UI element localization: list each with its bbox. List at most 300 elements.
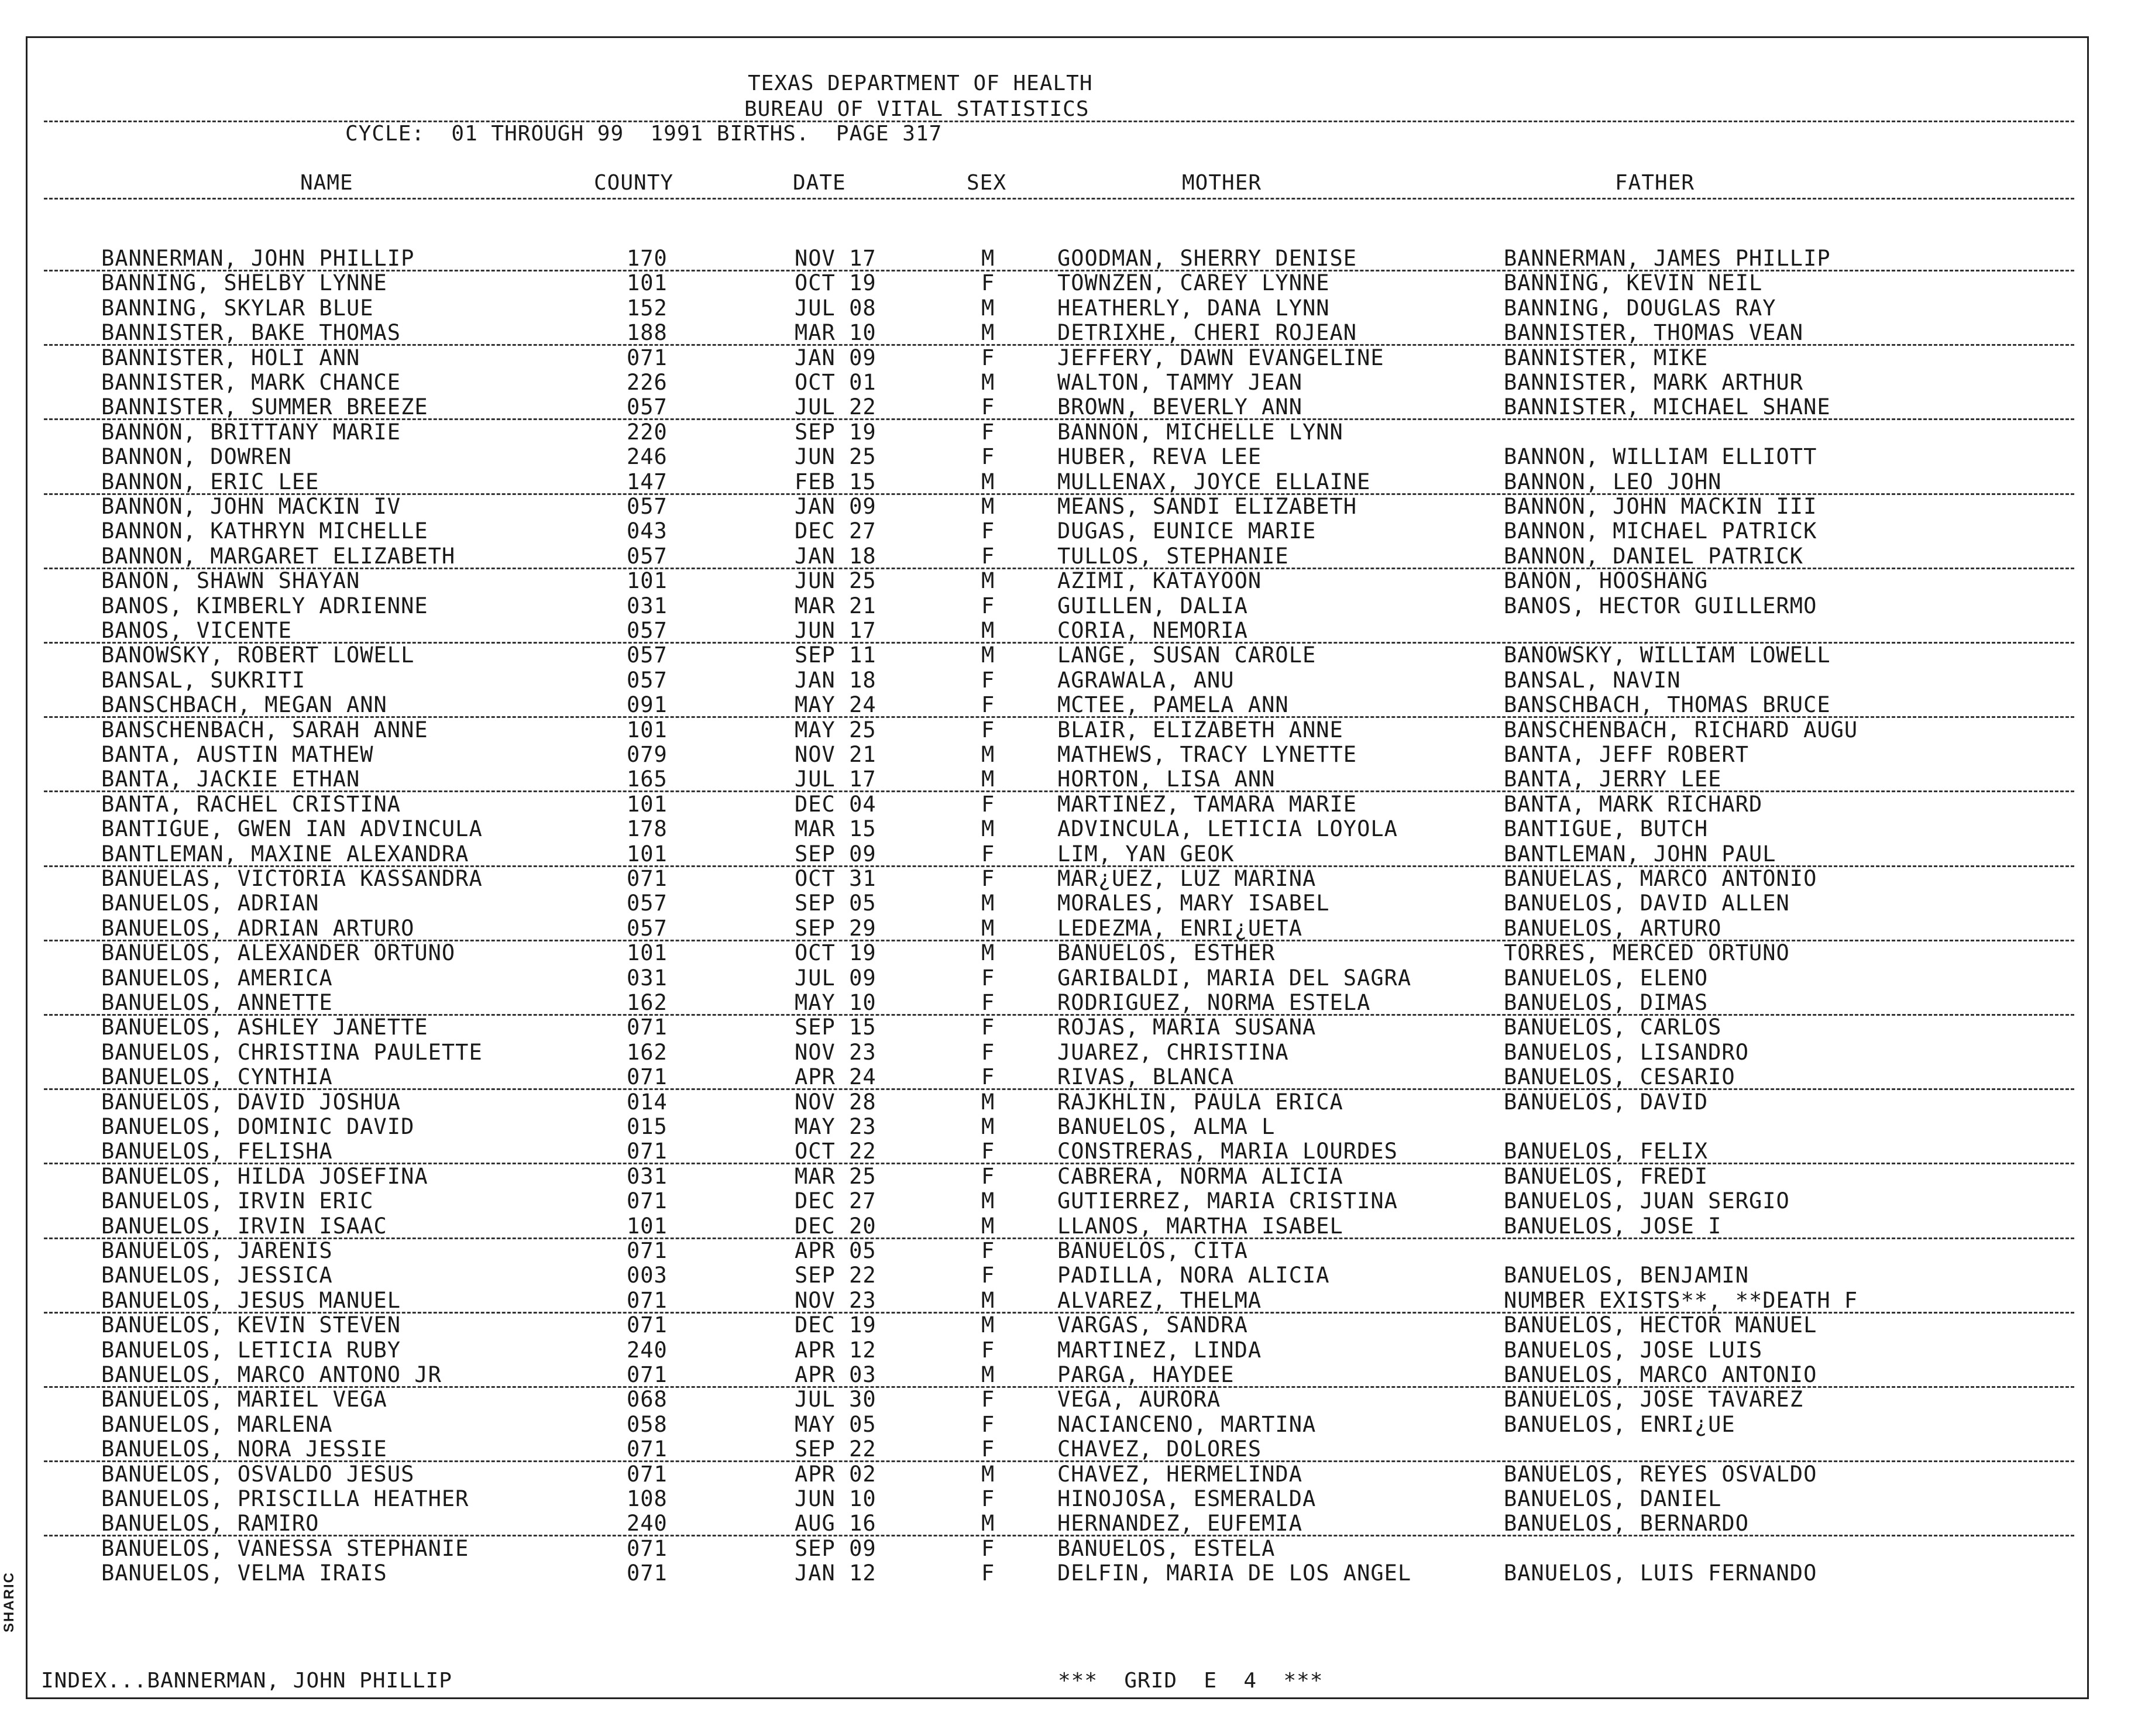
cell-father: BANUELOS, BERNARDO [1504,1511,1749,1536]
cell-date: APR 03 [795,1362,877,1387]
cell-sex: M [981,1312,995,1338]
column-header-date: DATE [793,171,846,195]
table-row [0,1387,2131,1412]
cell-date: MAR 21 [795,593,877,618]
cell-sex: F [981,1535,995,1561]
cell-sex: M [981,494,995,519]
cell-date: APR 24 [795,1064,877,1090]
cell-county: 147 [627,469,668,494]
cell-father: BANUELOS, ELENO [1504,965,1709,991]
table-row [0,1139,2131,1164]
cell-name: BANUELOS, ADRIAN [101,891,319,916]
cell-sex: M [981,1287,995,1313]
cell-father: BANUELOS, LUIS FERNANDO [1504,1560,1817,1586]
cell-sex: F [981,1411,995,1437]
cell-sex: F [981,1163,995,1189]
cell-father: BANUELOS, FELIX [1504,1139,1709,1164]
cell-date: JAN 09 [795,345,877,370]
cell-sex: F [981,791,995,817]
cell-date: OCT 22 [795,1139,877,1164]
cell-date: MAY 23 [795,1114,877,1139]
cell-date: NOV 23 [795,1039,877,1065]
cell-date: SEP 09 [795,841,877,867]
cell-date: OCT 01 [795,370,877,395]
cell-date: MAR 15 [795,816,877,842]
cell-mother: MULLENAX, JOYCE ELLAINE [1057,469,1371,494]
cell-father: BANNON, MICHAEL PATRICK [1504,518,1817,544]
cell-sex: M [981,1188,995,1214]
table-row [0,941,2131,965]
cell-name: BANUELOS, NORA JESSIE [101,1436,387,1462]
cell-county: 101 [627,791,668,817]
cell-name: BANUELOS, MARLENA [101,1411,333,1437]
cell-sex: M [981,915,995,941]
cell-county: 071 [627,1362,668,1387]
cell-name: BANUELOS, RAMIRO [101,1511,319,1536]
cell-father: BANUELOS, ENRI¿UE [1504,1411,1735,1437]
table-row [0,991,2131,1015]
cell-mother: AZIMI, KATAYOON [1057,568,1262,594]
cell-mother: NACIANCENO, MARTINA [1057,1411,1317,1437]
cell-mother: GARIBALDI, MARIA DEL SAGRA [1057,965,1412,991]
cell-date: MAR 10 [795,320,877,346]
cell-name: BANUELOS, CYNTHIA [101,1064,333,1090]
cell-name: BANSAL, SUKRITI [101,667,306,693]
cell-sex: M [981,618,995,643]
cell-county: 101 [627,841,668,867]
table-row [0,817,2131,841]
cell-father: BANTIGUE, BUTCH [1504,816,1709,842]
cell-county: 162 [627,990,668,1015]
cell-county: 071 [627,1436,668,1462]
cell-name: BANNING, SKYLAR BLUE [101,295,374,321]
table-row [0,867,2131,891]
cell-father: BANSCHBACH, THOMAS BRUCE [1504,692,1831,718]
cell-mother: TULLOS, STEPHANIE [1057,543,1289,569]
cell-sex: M [981,816,995,842]
table-row [0,246,2131,271]
cell-sex: M [981,320,995,346]
table-row [0,420,2131,445]
cell-name: BANUELOS, VELMA IRAIS [101,1560,387,1586]
cell-county: 162 [627,1039,668,1065]
cell-name: BANTIGUE, GWEN IAN ADVINCULA [101,816,483,842]
cell-county: 057 [627,915,668,941]
cell-date: SEP 29 [795,915,877,941]
cell-name: BANUELOS, ALEXANDER ORTUNO [101,940,456,966]
cell-name: BANOWSKY, ROBERT LOWELL [101,642,415,668]
cell-date: JUL 09 [795,965,877,991]
cell-date: SEP 11 [795,642,877,668]
cell-father: BANUELOS, JOSE TAVAREZ [1504,1387,1804,1412]
cell-mother: GUTIERREZ, MARIA CRISTINA [1057,1188,1398,1214]
cell-name: BANOS, KIMBERLY ADRIENNE [101,593,428,618]
table-row [0,618,2131,643]
cell-county: 057 [627,667,668,693]
cell-mother: CONSTRERAS, MARIA LOURDES [1057,1139,1398,1164]
cell-name: BANNISTER, MARK CHANCE [101,370,401,395]
header-line-2: BUREAU OF VITAL STATISTICS [744,97,1089,121]
cell-county: 057 [627,543,668,569]
cell-name: BANNON, BRITTANY MARIE [101,419,401,445]
cell-father: BANNERMAN, JAMES PHILLIP [1504,246,1831,271]
cell-mother: MAR¿UEZ, LUZ MARINA [1057,866,1317,891]
table-row [0,792,2131,817]
cell-mother: LLANOS, MARTHA ISABEL [1057,1213,1343,1239]
cell-mother: GOODMAN, SHERRY DENISE [1057,246,1357,271]
cell-father: BANNON, JOHN MACKIN III [1504,494,1817,519]
cell-name: BANUELOS, JESUS MANUEL [101,1287,401,1313]
side-label: SHARIC [1,1571,17,1632]
cell-mother: ADVINCULA, LETICIA LOYOLA [1057,816,1398,842]
cell-name: BANUELOS, LETICIA RUBY [101,1337,401,1363]
cell-father: BANUELOS, HECTOR MANUEL [1504,1312,1817,1338]
cell-county: 071 [627,1461,668,1487]
cell-mother: PARGA, HAYDEE [1057,1362,1235,1387]
column-header-sex: SEX [967,171,1007,195]
cell-sex: M [981,1461,995,1487]
cell-name: BANTA, JACKIE ETHAN [101,766,360,792]
column-header-mother: MOTHER [1182,171,1262,195]
cell-father: BANOWSKY, WILLIAM LOWELL [1504,642,1831,668]
cell-mother: RAJKHLIN, PAULA ERICA [1057,1089,1343,1115]
table-row [0,1412,2131,1437]
table-row [0,1090,2131,1115]
cell-name: BANUELOS, ASHLEY JANETTE [101,1015,428,1040]
cell-father: BANUELOS, JOSE LUIS [1504,1337,1763,1363]
table-row [0,1239,2131,1263]
cell-date: APR 05 [795,1238,877,1263]
cell-mother: CHAVEZ, HERMELINDA [1057,1461,1302,1487]
cell-name: BANUELOS, PRISCILLA HEATHER [101,1486,469,1511]
cell-name: BANUELOS, IRVIN ERIC [101,1188,374,1214]
cell-father: BANUELOS, FREDI [1504,1163,1709,1189]
cell-father: BANNING, KEVIN NEIL [1504,270,1763,296]
cell-date: MAY 10 [795,990,877,1015]
cell-name: BANUELOS, OSVALDO JESUS [101,1461,415,1487]
cell-sex: F [981,270,995,296]
table-row [0,842,2131,867]
table-row [0,891,2131,916]
cell-father: BANTA, JEFF ROBERT [1504,742,1749,767]
cell-date: SEP 22 [795,1436,877,1462]
cell-father: BANUELOS, REYES OSVALDO [1504,1461,1817,1487]
cell-sex: F [981,866,995,891]
table-row [0,1065,2131,1089]
cell-county: 031 [627,593,668,618]
cell-mother: AGRAWALA, ANU [1057,667,1235,693]
cell-sex: F [981,692,995,718]
cell-date: DEC 20 [795,1213,877,1239]
cell-sex: F [981,841,995,867]
cell-father: TORRES, MERCED ORTUNO [1504,940,1790,966]
cell-date: DEC 27 [795,518,877,544]
cell-mother: VEGA, AURORA [1057,1387,1221,1412]
cell-date: JUL 17 [795,766,877,792]
footer-grid: *** GRID E 4 *** [1058,1669,1324,1693]
table-row [0,966,2131,991]
cell-county: 068 [627,1387,668,1412]
cell-sex: F [981,1337,995,1363]
cell-father: BANUELOS, JUAN SERGIO [1504,1188,1790,1214]
cell-mother: BLAIR, ELIZABETH ANNE [1057,717,1343,742]
cell-mother: WALTON, TAMMY JEAN [1057,370,1302,395]
cell-county: 071 [627,1287,668,1313]
cell-mother: ROJAS, MARIA SUSANA [1057,1015,1317,1040]
cell-name: BANOS, VICENTE [101,618,292,643]
table-row [0,370,2131,395]
cell-mother: HINOJOSA, ESMERALDA [1057,1486,1317,1511]
cell-sex: F [981,1015,995,1040]
cell-date: OCT 19 [795,270,877,296]
cell-mother: HEATHERLY, DANA LYNN [1057,295,1330,321]
cell-sex: M [981,246,995,271]
cell-name: BANNON, MARGARET ELIZABETH [101,543,456,569]
cell-name: BANUELAS, VICTORIA KASSANDRA [101,866,483,891]
cell-county: 058 [627,1411,668,1437]
table-row [0,718,2131,742]
cell-county: 165 [627,766,668,792]
cell-mother: MCTEE, PAMELA ANN [1057,692,1289,718]
cell-mother: BANUELOS, ESTHER [1057,940,1276,966]
cell-county: 071 [627,1238,668,1263]
cell-sex: M [981,1089,995,1115]
cell-date: SEP 09 [795,1535,877,1561]
cell-name: BANNISTER, HOLI ANN [101,345,360,370]
footer-index: INDEX...BANNERMAN, JOHN PHILLIP [41,1669,452,1693]
cell-sex: F [981,1238,995,1263]
cell-name: BANUELOS, KEVIN STEVEN [101,1312,401,1338]
cell-sex: F [981,419,995,445]
table-row [0,916,2131,941]
header-line-1: TEXAS DEPARTMENT OF HEALTH [748,71,1093,95]
cell-sex: M [981,742,995,767]
cell-county: 057 [627,642,668,668]
table-row [0,569,2131,593]
cell-name: BANUELOS, DOMINIC DAVID [101,1114,415,1139]
cell-name: BANUELOS, ANNETTE [101,990,333,1015]
cell-sex: F [981,1560,995,1586]
cell-mother: RIVAS, BLANCA [1057,1064,1235,1090]
column-header-name: NAME [300,171,353,195]
cell-sex: M [981,469,995,494]
cell-father: BANUELOS, DAVID ALLEN [1504,891,1790,916]
cell-father: BANUELOS, CARLOS [1504,1015,1722,1040]
cell-county: 071 [627,1015,668,1040]
cell-date: JUN 25 [795,568,877,594]
column-header-divider [44,198,2074,200]
cell-name: BANTLEMAN, MAXINE ALEXANDRA [101,841,469,867]
cell-sex: M [981,1362,995,1387]
cell-mother: LEDEZMA, ENRI¿UETA [1057,915,1302,941]
cell-date: JAN 18 [795,667,877,693]
column-header-county: COUNTY [594,171,674,195]
cell-father: BANON, HOOSHANG [1504,568,1709,594]
cell-county: 170 [627,246,668,271]
cell-mother: BANUELOS, CITA [1057,1238,1248,1263]
cell-sex: F [981,394,995,420]
cell-sex: F [981,345,995,370]
cell-father: BANSAL, NAVIN [1504,667,1681,693]
cell-date: JAN 12 [795,1560,877,1586]
cell-date: JUL 30 [795,1387,877,1412]
cell-county: 071 [627,1560,668,1586]
cell-name: BANNON, DOWREN [101,444,292,470]
cell-father: BANUELOS, MARCO ANTONIO [1504,1362,1817,1387]
table-row [0,1263,2131,1288]
cell-name: BANUELOS, AMERICA [101,965,333,991]
cell-sex: F [981,717,995,742]
cell-father: BANNISTER, MIKE [1504,345,1709,370]
cell-name: BANUELOS, JESSICA [101,1263,333,1288]
cell-mother: DETRIXHE, CHERI ROJEAN [1057,320,1357,346]
cell-father: BANUELOS, DANIEL [1504,1486,1722,1511]
cell-county: 057 [627,494,668,519]
cell-county: 003 [627,1263,668,1288]
table-row [0,1313,2131,1338]
cell-name: BANNON, JOHN MACKIN IV [101,494,401,519]
cell-mother: MORALES, MARY ISABEL [1057,891,1330,916]
cell-father: BANNON, WILLIAM ELLIOTT [1504,444,1817,470]
cell-mother: DELFIN, MARIA DE LOS ANGEL [1057,1560,1412,1586]
cell-father: BANNON, DANIEL PATRICK [1504,543,1804,569]
cell-date: MAY 24 [795,692,877,718]
cell-father: BANSCHENBACH, RICHARD AUGU [1504,717,1858,742]
cell-date: FEB 15 [795,469,877,494]
table-row [0,693,2131,717]
table-row [0,544,2131,569]
table-row [0,445,2131,469]
table-row [0,470,2131,494]
cell-father: BANNISTER, MARK ARTHUR [1504,370,1804,395]
cell-name: BANNING, SHELBY LYNNE [101,270,387,296]
cell-county: 240 [627,1337,668,1363]
cell-father: BANTA, JERRY LEE [1504,766,1722,792]
cell-mother: JEFFERY, DAWN EVANGELINE [1057,345,1384,370]
cell-date: SEP 22 [795,1263,877,1288]
cell-date: SEP 15 [795,1015,877,1040]
cell-father: NUMBER EXISTS**, **DEATH F [1504,1287,1858,1313]
table-row [0,1288,2131,1313]
cell-date: OCT 19 [795,940,877,966]
cell-name: BANUELOS, MARCO ANTONO JR [101,1362,442,1387]
cell-sex: F [981,1387,995,1412]
cell-date: JAN 18 [795,543,877,569]
cell-sex: M [981,568,995,594]
cell-sex: M [981,295,995,321]
cell-sex: M [981,940,995,966]
table-row [0,1561,2131,1586]
cell-mother: GUILLEN, DALIA [1057,593,1248,618]
cell-name: BANUELOS, DAVID JOSHUA [101,1089,401,1115]
cell-county: 031 [627,965,668,991]
cell-county: 101 [627,940,668,966]
header-line-3: CYCLE: 01 THROUGH 99 1991 BIRTHS. PAGE 317 [345,122,943,146]
cell-name: BANUELOS, FELISHA [101,1139,333,1164]
cell-sex: F [981,1263,995,1288]
cell-county: 071 [627,1188,668,1214]
cell-county: 220 [627,419,668,445]
table-row [0,1115,2131,1139]
cell-date: MAY 25 [795,717,877,742]
cell-date: NOV 23 [795,1287,877,1313]
cell-father: BANNISTER, MICHAEL SHANE [1504,394,1831,420]
cell-name: BANNISTER, BAKE THOMAS [101,320,401,346]
cell-date: MAR 25 [795,1163,877,1189]
table-row [0,1214,2131,1239]
cell-county: 071 [627,866,668,891]
table-row [0,1462,2131,1487]
cell-name: BANUELOS, MARIEL VEGA [101,1387,387,1412]
cell-county: 101 [627,717,668,742]
cell-name: BANSCHENBACH, SARAH ANNE [101,717,428,742]
cell-sex: F [981,965,995,991]
cell-sex: M [981,766,995,792]
table-row [0,1338,2131,1363]
table-row [0,643,2131,668]
cell-sex: F [981,667,995,693]
cell-county: 057 [627,891,668,916]
cell-date: APR 12 [795,1337,877,1363]
cell-county: 031 [627,1163,668,1189]
cell-father: BANUELOS, DAVID [1504,1089,1709,1115]
cell-date: SEP 05 [795,891,877,916]
cell-date: DEC 27 [795,1188,877,1214]
cell-mother: MEANS, SANDI ELIZABETH [1057,494,1357,519]
cell-date: MAY 05 [795,1411,877,1437]
cell-name: BANTA, RACHEL CRISTINA [101,791,401,817]
cell-date: SEP 19 [795,419,877,445]
cell-county: 071 [627,1312,668,1338]
cell-father: BANUELOS, JOSE I [1504,1213,1722,1239]
table-row [0,1363,2131,1387]
cell-name: BANNERMAN, JOHN PHILLIP [101,246,415,271]
table-row [0,594,2131,618]
cell-father: BANOS, HECTOR GUILLERMO [1504,593,1817,618]
cell-date: DEC 04 [795,791,877,817]
cell-mother: JUAREZ, CHRISTINA [1057,1039,1289,1065]
cell-date: DEC 19 [795,1312,877,1338]
cell-mother: VARGAS, SANDRA [1057,1312,1248,1338]
cell-sex: F [981,1436,995,1462]
cell-county: 091 [627,692,668,718]
cell-date: JAN 09 [795,494,877,519]
cell-mother: CABRERA, NORMA ALICIA [1057,1163,1343,1189]
cell-county: 071 [627,345,668,370]
cell-sex: M [981,1213,995,1239]
cell-sex: M [981,370,995,395]
cell-father: BANTA, MARK RICHARD [1504,791,1763,817]
cell-mother: CORIA, NEMORIA [1057,618,1248,643]
cell-name: BANON, SHAWN SHAYAN [101,568,360,594]
cell-county: 226 [627,370,668,395]
cell-county: 071 [627,1535,668,1561]
cell-name: BANTA, AUSTIN MATHEW [101,742,374,767]
cell-name: BANUELOS, VANESSA STEPHANIE [101,1535,469,1561]
cell-sex: M [981,1511,995,1536]
cell-sex: F [981,1039,995,1065]
cell-sex: F [981,518,995,544]
cell-county: 071 [627,1064,668,1090]
cell-name: BANNON, KATHRYN MICHELLE [101,518,428,544]
cell-date: JUN 10 [795,1486,877,1511]
table-row [0,1536,2131,1561]
cell-father: BANTLEMAN, JOHN PAUL [1504,841,1776,867]
cell-mother: MATHEWS, TRACY LYNETTE [1057,742,1357,767]
cell-father: BANNING, DOUGLAS RAY [1504,295,1776,321]
cell-mother: MARTINEZ, TAMARA MARIE [1057,791,1357,817]
cell-name: BANUELOS, HILDA JOSEFINA [101,1163,428,1189]
